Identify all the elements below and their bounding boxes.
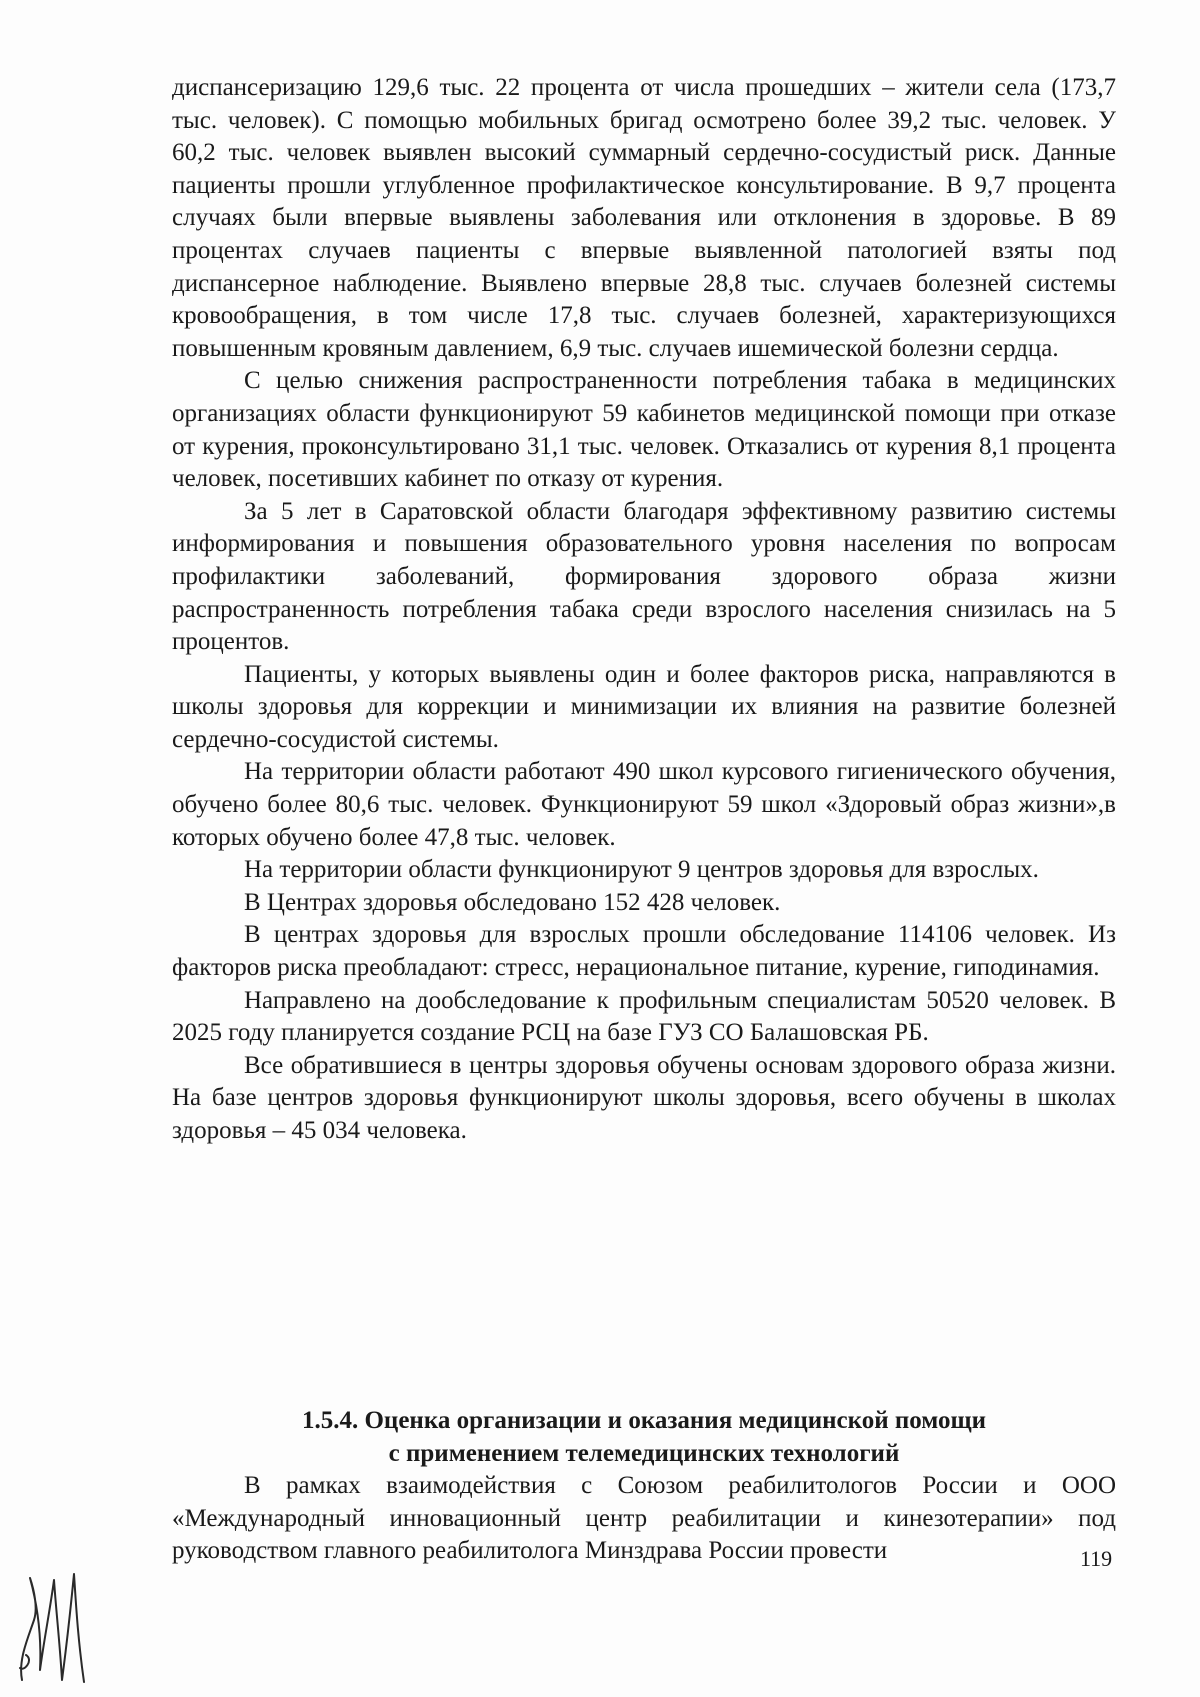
paragraph-dispensary: диспансеризацию 129,6 тыс. 22 процента от числа прошедших – жители села (173,7 тыс. человек). С помощью мобильных бригад осмотрено более 39,2 тыс. человек. У 60,2 тыс. человек выявлен высокий суммарный сердечно-сосудистый риск. Данные пациенты прошли углубленное профилактическое консультирование. В 9,7 процента случаях были впервые выявлены заболевания или отклонения в здоровье. В 89 процентах случаев пациенты с впервые выявленной патологией взяты под диспансерное наблюдение. Выявлено впервые 28,8 тыс. случаев болезней системы кровообращения, в том числе 17,8 тыс. случаев болезней, характеризующихся повышенным кровяным давлением, 6,9 тыс. случаев ишемической болезни сердца. [172, 74, 1116, 362]
paragraph-health-centers: На территории области функционируют 9 центров здоровья для взрослых. [244, 856, 1039, 884]
paragraph-adult-centers: В центрах здоровья для взрослых прошли обследование 114106 человек. Из факторов риска преобладают: стресс, нерациональное питание, курение, гиподинамия. [172, 921, 1116, 982]
paragraph-telemedicine: В рамках взаимодействия с Союзом реабилитологов России и ООО «Международный инновационный центр реабилитации и кинезотерапии» под руководством главного реабилитолога Минздрава России провести [172, 1472, 1116, 1565]
section-heading-line2: с применением телемедицинских технологий [388, 1439, 900, 1467]
paragraph-hygiene-schools: На территории области работают 490 школ курсового гигиенического обучения, обучено более 80,6 тыс. человек. Функционируют 59 школ «Здоровый образ жизни»,в которых обучено более 47,8 тыс. человек. [172, 758, 1116, 851]
body-text [172, 72, 1116, 1148]
section-heading [172, 1405, 1116, 1470]
paragraph-risk-factors: Пациенты, у которых выявлены один и более факторов риска, направляются в школы здоровья для коррекции и минимизации их влияния на развитие болезней сердечно-сосудистой системы. [172, 660, 1116, 753]
paragraph-training: Все обратившиеся в центры здоровья обучены основам здорового образа жизни. На базе центров здоровья функционируют школы здоровья, всего обучены в школах здоровья – 45 034 человека. [172, 1051, 1116, 1144]
page-number: 119 [1080, 1546, 1113, 1571]
paragraph-tobacco-cabinets: С целью снижения распространенности потребления табака в медицинских организациях области функционируют 59 кабинетов медицинской помощи при отказе от курения, проконсультировано 31,1 тыс. человек. Отказались от курения 8,1 процента человек, посетивших кабинет по отказу от курения. [172, 367, 1116, 493]
paragraph-referrals: Направлено на дообследование к профильным специалистам 50520 человек. В 2025 году планируется создание РСЦ на базе ГУЗ СО Балашовская РБ. [172, 986, 1116, 1047]
paragraph-tobacco-reduction: За 5 лет в Саратовской области благодаря эффективному развитию системы информирования и повышения образовательного уровня населения по вопросам профилактики заболеваний, формирования здорового образа жизни распространенность потребления табака среди взрослого населения снизилась на 5 процентов. [172, 497, 1116, 656]
paragraph-examined-total: В Центрах здоровья обследовано 152 428 человек. [244, 888, 781, 916]
section-heading-line1: 1.5.4. Оценка организации и оказания медицинской помощи [301, 1407, 987, 1434]
section-telemedicine [172, 1405, 1116, 1568]
signature-icon [14, 1560, 94, 1690]
